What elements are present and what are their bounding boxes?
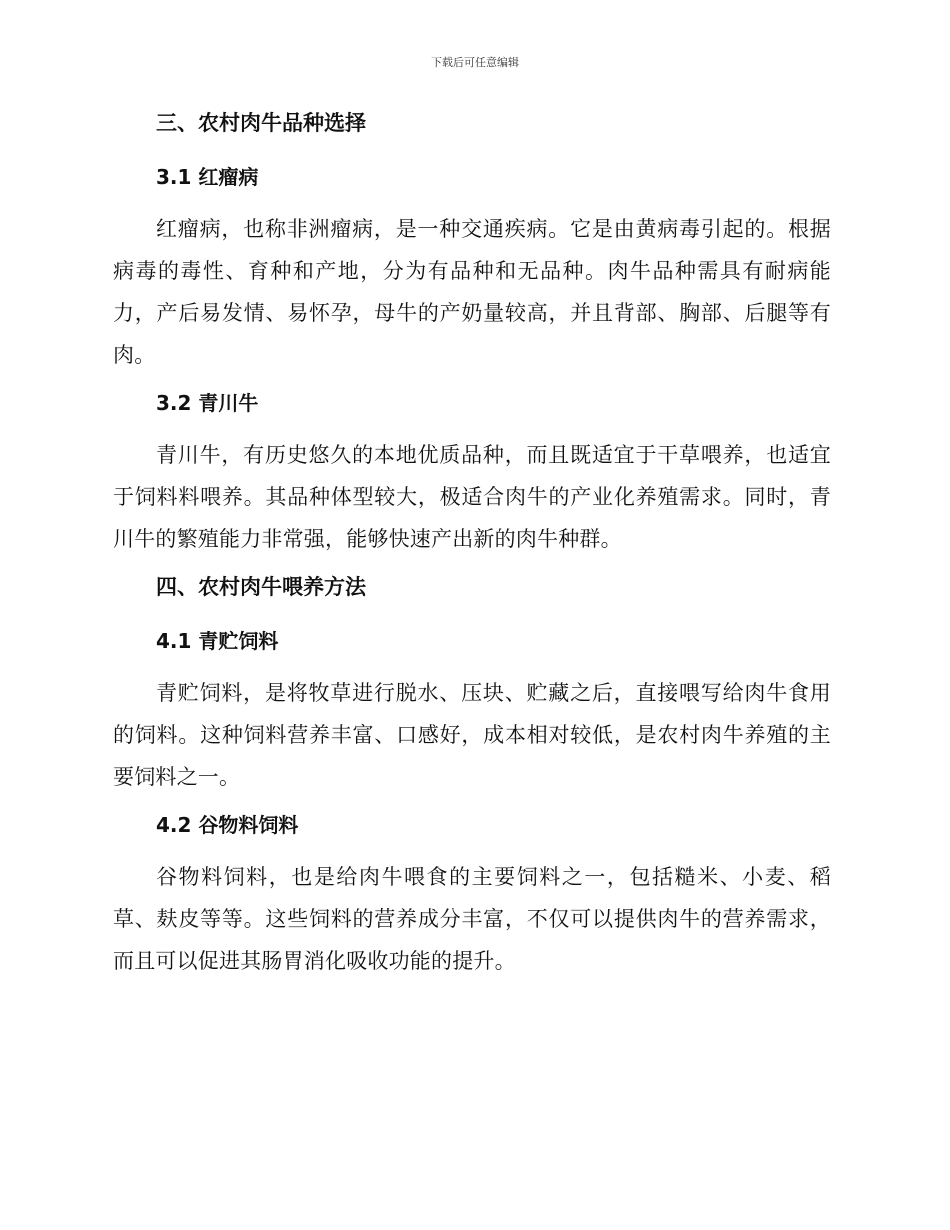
- header-note: 下载后可任意编辑: [431, 56, 519, 69]
- section-title: 四、农村肉牛喂养方法: [156, 575, 366, 599]
- subsection-title: 3.1 红瘤病: [156, 165, 259, 189]
- paragraph: 谷物料饲料，也是给肉牛喂食的主要饲料之一，包括糙米、小麦、稻草、麸皮等等。这些饲料的营养成分丰富，不仅可以提供肉牛的营养需求，而且可以促进其肠胃消化吸收功能的提升。: [113, 865, 831, 973]
- subsection-title: 4.2 谷物料饲料: [156, 813, 299, 837]
- subsection-title: 4.1 青贮饲料: [156, 629, 279, 653]
- paragraph: 青川牛，有历史悠久的本地优质品种，而且既适宜于干草喂养，也适宜于饲料料喂养。其品种体型较大，极适合肉牛的产业化养殖需求。同时，青川牛的繁殖能力非常强，能够快速产出新的肉牛种群。: [113, 443, 831, 551]
- paragraph: 青贮饲料，是将牧草进行脱水、压块、贮藏之后，直接喂写给肉牛食用的饲料。这种饲料营养丰富、口感好，成本相对较低，是农村肉牛养殖的主要饲料之一。: [113, 681, 831, 789]
- paragraph: 红瘤病，也称非洲瘤病，是一种交通疾病。它是由黄病毒引起的。根据病毒的毒性、育种和产地，分为有品种和无品种。肉牛品种需具有耐病能力，产后易发情、易怀孕，母牛的产奶量较高，并且背部、胸部、后腿等有肉。: [113, 217, 831, 367]
- section-title: 三、农村肉牛品种选择: [156, 111, 366, 135]
- subsection-title: 3.2 青川牛: [156, 391, 259, 415]
- document-body: [113, 108, 831, 994]
